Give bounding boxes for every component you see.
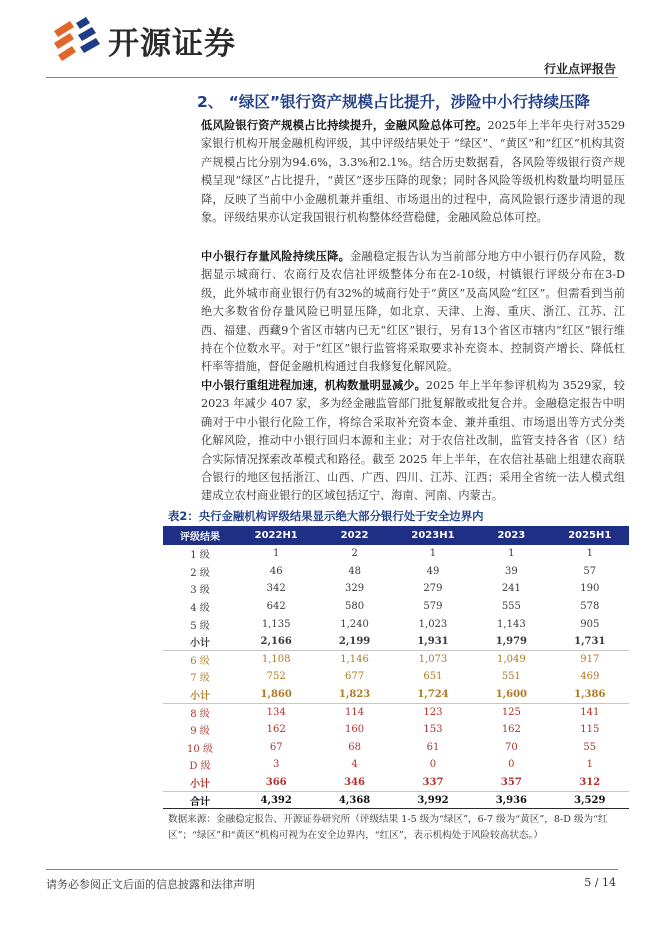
table-cell: 1,108 <box>261 654 291 666</box>
report-type-label: 行业点评报告 <box>543 62 616 76</box>
table-cell: 357 <box>472 774 550 792</box>
table-row <box>163 703 629 721</box>
table-cell: 49 <box>426 565 440 577</box>
table-cell: 57 <box>583 565 597 577</box>
table-cell: 2 <box>351 548 358 560</box>
table-cell: 578 <box>580 601 600 613</box>
table-row-label: 小计 <box>163 633 237 651</box>
table-subtotal-row <box>163 774 629 792</box>
table-header-cell: 2023H1 <box>394 526 472 545</box>
paragraph-lead: 中小银行重组进程加速，机构数量明显减少。 <box>201 378 426 392</box>
table-cell: 160 <box>345 724 365 736</box>
table-header-row <box>163 526 629 545</box>
paragraph-restructuring <box>201 376 625 506</box>
table-cell: 134 <box>266 706 286 718</box>
table-cell: 48 <box>348 565 361 577</box>
table-cell: 1,823 <box>315 686 393 704</box>
table-row-label: 小计 <box>163 774 237 792</box>
paragraph-lead: 中小银行存量风险持续压降。 <box>201 249 351 263</box>
table-cell: 67 <box>269 741 283 753</box>
table-cell: 141 <box>580 706 600 718</box>
section-title: 2、 “绿区”银行资产规模占比提升，涉险中小行持续压降 <box>197 93 591 111</box>
table-cell: 651 <box>423 671 443 683</box>
table-row-label: 合计 <box>163 791 237 809</box>
table-row <box>163 721 629 739</box>
table-cell: 55 <box>583 741 597 753</box>
company-logo <box>52 14 236 66</box>
table-header-cell: 2022 <box>315 526 393 545</box>
table-row-label: 3 级 <box>190 585 210 597</box>
table-source-note: 数据来源：金融稳定报告、开源证券研究所（评级结果 1-5 级为“绿区”，6-7 级为“黄区”，8-D 级为“红区”；“绿区”和“黄区”机构可视为在安全边界内，“红区”，表示机构处于风险较高状态。） <box>168 814 608 841</box>
table-cell: 1 <box>273 548 280 560</box>
table-header-cell: 2022H1 <box>237 526 315 545</box>
table-cell: 46 <box>269 565 283 577</box>
table-cell: 905 <box>580 618 600 630</box>
table-row-label: 9 级 <box>190 726 210 738</box>
table-cell: 677 <box>345 671 365 683</box>
table-cell: 642 <box>266 601 286 613</box>
table-cell: 555 <box>501 601 521 613</box>
table-row-label: 4 级 <box>190 603 210 615</box>
table-cell: 2,199 <box>315 633 393 651</box>
table-row-label: 7 级 <box>190 673 210 685</box>
table-cell: 1,073 <box>418 654 448 666</box>
table-cell: 337 <box>394 774 472 792</box>
table-cell: 190 <box>580 583 600 595</box>
table-row <box>163 739 629 757</box>
table-cell: 1,049 <box>497 654 526 666</box>
table-row-label: 小计 <box>163 686 237 704</box>
table-row-label: D 级 <box>189 761 211 773</box>
table-cell: 1,724 <box>394 686 472 704</box>
table-cell: 61 <box>426 741 440 753</box>
table-cell: 1,023 <box>418 618 448 630</box>
table-cell: 1,860 <box>237 686 315 704</box>
table-cell: 1 <box>508 548 515 560</box>
table-cell: 39 <box>505 565 518 577</box>
paragraph-body: 2025 年上半年参评机构为 3529家，较 2023 年减少 407 家，多为经金融监管部门批复解散或批复合并。金融稳定报告中明确对于中小银行化险工作，将综合采取补充资本金、兼并重组、市场退出等方式分类化解风险，推动中小银行回归本源和主业；对于农信社改制，监管支持各省（区）结合实际情况探索改革模式和路径。截至 2025 年上半年，在农信社基础上组建农商联合银行的地区包括浙江、山西、广西、四川、江苏、江西；采用全省统一法人模式组建成立农村商业银行的区域包括辽宁、海南、河南、内蒙古。 <box>201 379 625 503</box>
table-row <box>163 563 629 581</box>
table-cell: 70 <box>505 741 518 753</box>
table-cell: 752 <box>266 671 286 683</box>
header-divider <box>46 77 618 78</box>
paragraph-low-risk <box>201 116 625 227</box>
table-cell: 2,166 <box>237 633 315 651</box>
table-cell: 342 <box>266 583 286 595</box>
table-cell: 366 <box>237 774 315 792</box>
table-cell: 312 <box>551 774 629 792</box>
table-header-cell: 2023 <box>472 526 550 545</box>
table-cell: 162 <box>266 724 286 736</box>
table-row-label: 8 级 <box>190 708 210 720</box>
table-cell: 4,392 <box>237 791 315 809</box>
logo-mark-icon <box>52 17 102 63</box>
table-cell: 1 <box>429 548 437 560</box>
table-title: 表2：央行金融机构评级结果显示绝大部分银行处于安全边界内 <box>168 509 484 523</box>
table-cell: 917 <box>580 654 600 666</box>
table-cell: 3,992 <box>394 791 472 809</box>
table-cell: 1,146 <box>340 654 369 666</box>
table-row-label: 6 级 <box>190 656 210 668</box>
table-cell: 162 <box>501 724 521 736</box>
page-number: 5 / 14 <box>584 876 616 889</box>
table-cell: 580 <box>345 601 365 613</box>
table-cell: 125 <box>501 706 521 718</box>
footer-divider <box>46 869 618 870</box>
table-row-label: 1 级 <box>190 550 210 562</box>
table-cell: 0 <box>508 759 515 771</box>
table-cell: 3,529 <box>551 791 629 809</box>
table-cell: 279 <box>423 583 443 595</box>
table-row-label: 2 级 <box>190 567 210 579</box>
paragraph-small-bank-risk <box>201 247 625 377</box>
paragraph-body: 2025年上半年央行对3529家银行机构开展金融机构评级，其中评级结果处于 “绿区”、“黄区”和“红区”机构其资产规模占比分别为94.6%，3.3%和2.1%。结合历史数据看，各风险等级银行资产规模呈现“绿区”占比提升，“黄区”逐步压降的现象；同时各风险等级机构数量均明显压降，反映了当前中小金融机兼并重组、市场退出的过程中，高风险银行逐步清退的现象。评级结果亦认定我国银行机构整体经营稳健，金融风险总体可控。 <box>201 119 625 225</box>
footer-disclaimer: 请务必参阅正文后面的信息披露和法律声明 <box>46 878 255 891</box>
table-cell: 241 <box>501 583 521 595</box>
table-cell: 1,135 <box>261 618 291 630</box>
table-cell: 1 <box>586 548 593 560</box>
rating-table <box>163 526 629 809</box>
table-row <box>163 756 629 774</box>
table-header-cell: 评级结果 <box>163 526 237 545</box>
paragraph-lead: 低风险银行资产规模占比持续提升，金融风险总体可控。 <box>201 118 488 132</box>
table-row-label: 10 级 <box>187 743 213 755</box>
table-subtotal-row <box>163 633 629 651</box>
paragraph-body: 金融稳定报告认为当前部分地方中小银行仍存风险，数据显示城商行、农商行及农信社评级整体分布在2-10级，村镇银行评级分布在3-D级，此外城市商业银行仍有32%的城商行处于“黄区”及高风险“红区”。但需看到当前绝大多数省份存量风险已明显压降，如北京、天津、上海、重庆、浙江、江苏、江西、福建、西藏9个省区市辖内已无“红区”银行，另有13个省区市辖内“红区”银行维持在个位数水平。对于“红区”银行监管将采取要求补充资本、控制资产增长、降低杠杆率等措施，督促金融机构通过自我修复化解风险。 <box>201 250 625 374</box>
table-cell: 551 <box>501 671 521 683</box>
table-cell: 4,368 <box>315 791 393 809</box>
table-cell: 346 <box>315 774 393 792</box>
table-cell: 1 <box>586 759 593 771</box>
table-cell: 1,600 <box>472 686 550 704</box>
table-cell: 1,143 <box>497 618 526 630</box>
table-cell: 1,386 <box>551 686 629 704</box>
table-cell: 4 <box>351 759 358 771</box>
table-cell: 1,931 <box>394 633 472 651</box>
table-total-row <box>163 791 629 809</box>
table-cell: 3,936 <box>472 791 550 809</box>
table-cell: 0 <box>429 759 437 771</box>
table-cell: 579 <box>423 601 443 613</box>
table-body <box>163 545 629 809</box>
table-cell: 3 <box>273 759 280 771</box>
table-cell: 1,731 <box>551 633 629 651</box>
table-cell: 115 <box>580 724 600 736</box>
table-cell: 123 <box>423 706 443 718</box>
table-row <box>163 615 629 633</box>
table-cell: 1,240 <box>340 618 369 630</box>
logo-text: 开源证券 <box>108 25 236 62</box>
table-row <box>163 651 629 669</box>
table-row <box>163 580 629 598</box>
table-cell: 114 <box>345 706 365 718</box>
table-cell: 329 <box>345 583 365 595</box>
table-row <box>163 545 629 563</box>
table-cell: 153 <box>423 724 443 736</box>
table-header-cell: 2025H1 <box>551 526 629 545</box>
table-row <box>163 598 629 616</box>
table-row <box>163 668 629 686</box>
table-cell: 469 <box>580 671 600 683</box>
table-cell: 1,979 <box>472 633 550 651</box>
table-subtotal-row <box>163 686 629 704</box>
table-row-label: 5 级 <box>190 620 210 632</box>
table-cell: 68 <box>348 741 361 753</box>
